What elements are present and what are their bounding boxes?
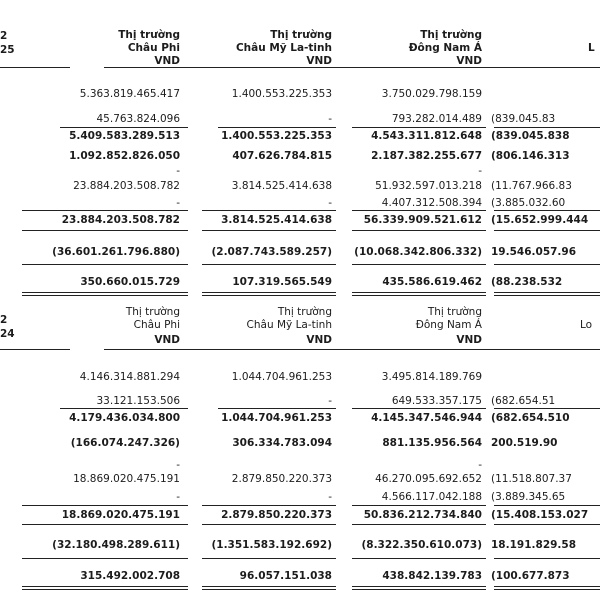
cell: 4.146.314.881.294 <box>79 371 180 383</box>
cell-total: 4.145.347.546.944 <box>371 412 482 424</box>
subtotal-rule <box>60 408 188 409</box>
cell: 46.270.095.692.652 <box>375 473 482 485</box>
subtotal-rule <box>352 505 486 506</box>
cell-total: 2.879.850.220.373 <box>221 509 332 521</box>
cell: (3.889.345.65 <box>491 491 566 503</box>
subtotal-rule <box>60 127 188 128</box>
cell-total: 3.814.525.414.638 <box>221 214 332 226</box>
cell: - <box>478 459 482 471</box>
cell: 4.407.312.508.394 <box>381 197 482 209</box>
total-rule <box>494 264 600 265</box>
cell-total: 350.660.015.729 <box>80 276 180 288</box>
cell-total: 315.492.002.708 <box>80 570 180 582</box>
cell: 23.884.203.508.782 <box>73 180 180 192</box>
year-label-bottom: 25 <box>0 44 15 56</box>
header-africa-line2: Châu Phi <box>133 319 180 331</box>
header-rule <box>0 67 70 68</box>
total-rule <box>352 264 486 265</box>
cell: 18.869.020.475.191 <box>73 473 180 485</box>
header-latam-unit: VND <box>306 55 332 67</box>
cell-total: 435.586.619.462 <box>382 276 482 288</box>
total-rule <box>202 264 336 265</box>
cell-total: 1.044.704.961.253 <box>221 412 332 424</box>
cell: 5.363.819.465.417 <box>79 88 180 100</box>
cell-total: 1.092.852.826.050 <box>69 150 180 162</box>
cell: - <box>176 197 180 209</box>
cell: - <box>176 165 180 177</box>
cell: - <box>328 113 332 125</box>
year-label-top: 2 <box>0 314 8 326</box>
double-rule <box>22 295 188 296</box>
double-rule <box>494 295 600 296</box>
double-rule <box>352 295 486 296</box>
subtotal-rule <box>352 127 486 128</box>
total-rule <box>202 230 336 231</box>
total-rule <box>352 524 486 525</box>
header-sea-line2: Đông Nam Á <box>415 319 482 331</box>
cell: 649.533.357.175 <box>391 395 482 407</box>
cell: (839.045.83 <box>491 113 556 125</box>
header-africa-line1: Thị trường <box>125 306 180 318</box>
cell: - <box>478 165 482 177</box>
cell-total: (2.087.743.589.257) <box>211 246 332 258</box>
subtotal-rule <box>218 408 336 409</box>
cell-total: (839.045.838 <box>491 130 570 142</box>
cell: 4.566.117.042.188 <box>381 491 482 503</box>
cell-total: 1.400.553.225.353 <box>221 130 332 142</box>
header-latam-line1: Thị trường <box>270 29 332 41</box>
double-rule <box>22 589 188 590</box>
total-rule <box>202 558 336 559</box>
total-rule <box>22 264 188 265</box>
total-rule <box>494 230 600 231</box>
total-rule <box>352 558 486 559</box>
cell: 793.282.014.489 <box>391 113 482 125</box>
cell-total: (32.180.498.289.611) <box>52 539 180 551</box>
total-rule <box>22 230 188 231</box>
cell: 1.400.553.225.353 <box>231 88 332 100</box>
double-rule <box>22 586 188 587</box>
double-rule <box>202 292 336 293</box>
subtotal-rule <box>494 127 600 128</box>
header-rule <box>104 67 600 68</box>
cell-total: (1.351.583.192.692) <box>211 539 332 551</box>
header-rule <box>0 349 70 350</box>
cell-total: (10.068.342.806.332) <box>354 246 482 258</box>
header-latam-line2: Châu Mỹ La-tinh <box>246 319 332 331</box>
total-rule <box>352 230 486 231</box>
cell: 3.495.814.189.769 <box>381 371 482 383</box>
subtotal-rule <box>22 210 188 211</box>
cell-total: 96.057.151.038 <box>239 570 332 582</box>
header-rule <box>104 349 600 350</box>
header-latam-unit: VND <box>306 334 332 346</box>
cell: (682.654.51 <box>491 395 556 407</box>
cell: (11.518.807.37 <box>491 473 572 485</box>
total-rule <box>202 524 336 525</box>
year-label-top: 2 <box>0 30 8 42</box>
cell: - <box>328 197 332 209</box>
cell: - <box>328 491 332 503</box>
cell-total: (100.677.873 <box>491 570 570 582</box>
cell: 3.750.029.798.159 <box>381 88 482 100</box>
double-rule <box>494 292 600 293</box>
header-col4-line1: Lo <box>580 319 593 331</box>
cell-total: 23.884.203.508.782 <box>61 214 180 226</box>
header-sea-unit: VND <box>456 334 482 346</box>
cell: - <box>176 491 180 503</box>
cell-total: 107.319.565.549 <box>232 276 332 288</box>
year-label-bottom: 24 <box>0 328 15 340</box>
header-sea-line2: Đông Nam Á <box>408 42 482 54</box>
cell: 45.763.824.096 <box>96 113 180 125</box>
cell-total: 4.179.436.034.800 <box>69 412 180 424</box>
cell-total: 18.191.829.58 <box>491 539 577 551</box>
subtotal-rule <box>22 505 188 506</box>
cell-total: 881.135.956.564 <box>382 437 482 449</box>
cell: - <box>176 459 180 471</box>
double-rule <box>202 295 336 296</box>
double-rule <box>352 292 486 293</box>
subtotal-rule <box>494 210 600 211</box>
header-latam-line2: Châu Mỹ La-tinh <box>235 42 332 54</box>
cell-total: 56.339.909.521.612 <box>363 214 482 226</box>
total-rule <box>494 524 600 525</box>
header-latam-line1: Thị trường <box>277 306 332 318</box>
cell: 33.121.153.506 <box>96 395 180 407</box>
cell: 2.879.850.220.373 <box>231 473 332 485</box>
header-col4-line1: L <box>588 42 595 54</box>
double-rule <box>22 292 188 293</box>
cell: 51.932.597.013.218 <box>375 180 482 192</box>
cell: 3.814.525.414.638 <box>231 180 332 192</box>
cell-total: (15.652.999.444 <box>491 214 589 226</box>
subtotal-rule <box>494 505 600 506</box>
double-rule <box>352 589 486 590</box>
cell-total: 407.626.784.815 <box>232 150 332 162</box>
header-africa-unit: VND <box>154 55 180 67</box>
header-africa-line1: Thị trường <box>118 29 180 41</box>
cell-total: 200.519.90 <box>491 437 558 449</box>
cell: - <box>328 395 332 407</box>
double-rule <box>202 586 336 587</box>
total-rule <box>22 558 188 559</box>
header-africa-line2: Châu Phi <box>127 42 180 54</box>
header-africa-unit: VND <box>154 334 180 346</box>
cell: (3.885.032.60 <box>491 197 566 209</box>
subtotal-rule <box>202 210 336 211</box>
header-sea-line1: Thị trường <box>420 29 482 41</box>
cell-total: (36.601.261.796.880) <box>52 246 180 258</box>
total-rule <box>494 558 600 559</box>
cell-total: 4.543.311.812.648 <box>371 130 482 142</box>
cell-total: 2.187.382.255.677 <box>371 150 482 162</box>
subtotal-rule <box>202 505 336 506</box>
cell-total: (682.654.510 <box>491 412 570 424</box>
header-sea-line1: Thị trường <box>427 306 482 318</box>
cell: (11.767.966.83 <box>491 180 572 192</box>
cell-total: 18.869.020.475.191 <box>61 509 180 521</box>
subtotal-rule <box>494 408 600 409</box>
cell-total: 438.842.139.783 <box>382 570 482 582</box>
cell-total: 306.334.783.094 <box>232 437 332 449</box>
subtotal-rule <box>352 210 486 211</box>
cell: 1.044.704.961.253 <box>231 371 332 383</box>
cell-total: (88.238.532 <box>491 276 563 288</box>
cell-total: (166.074.247.326) <box>70 437 180 449</box>
total-rule <box>22 524 188 525</box>
cell-total: 19.546.057.96 <box>491 246 577 258</box>
double-rule <box>494 589 600 590</box>
subtotal-rule <box>352 408 486 409</box>
cell-total: (15.408.153.027 <box>491 509 589 521</box>
subtotal-rule <box>218 127 336 128</box>
double-rule <box>202 589 336 590</box>
cell-total: 50.836.212.734.840 <box>363 509 482 521</box>
header-sea-unit: VND <box>456 55 482 67</box>
cell-total: 5.409.583.289.513 <box>69 130 180 142</box>
double-rule <box>352 586 486 587</box>
double-rule <box>494 586 600 587</box>
cell-total: (8.322.350.610.073) <box>361 539 482 551</box>
cell-total: (806.146.313 <box>491 150 570 162</box>
